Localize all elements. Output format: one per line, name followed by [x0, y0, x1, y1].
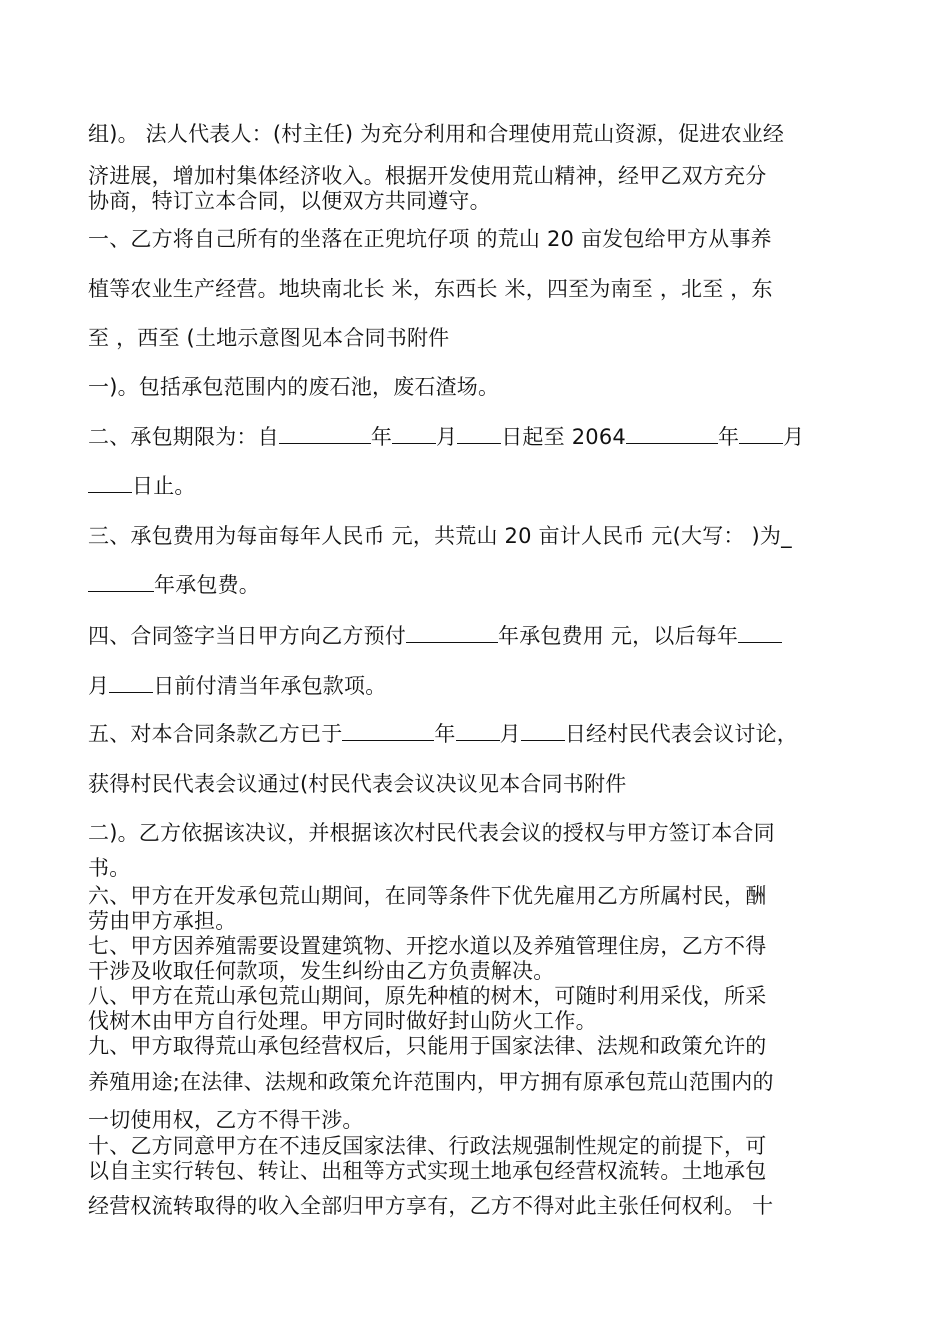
- text-run: 月: [783, 425, 805, 449]
- text-line: [88, 958, 878, 984]
- text-line: [88, 473, 878, 499]
- text-run: 六、甲方在开发承包荒山期间，在同等条件下优先雇用乙方所属村民，酬: [88, 884, 767, 908]
- fill-blank: [456, 722, 500, 741]
- text-run: 一、乙方将自己所有的坐落在正兜坑仔项 的荒山 20 亩发包给甲方从事养: [88, 227, 772, 251]
- text-line: [88, 933, 878, 959]
- fill-blank: [342, 722, 434, 741]
- fill-blank: [279, 425, 371, 444]
- text-line: [88, 424, 878, 450]
- text-run: 年: [370, 425, 393, 449]
- text-run: 八、甲方在荒山承包荒山期间，原先种植的树木，可随时利用采伐，所采: [88, 984, 767, 1008]
- text-run: 获得村民代表会议通过(村民代表会议决议见本合同书附件: [88, 772, 627, 796]
- text-run: 干涉及收取任何款项，发生纠纷由乙方负责解决。: [88, 959, 555, 983]
- text-run: 三、承包费用为每亩每年人民币 元，共荒山 20 亩计人民币 元(大写： )为_: [88, 524, 792, 548]
- text-run: 七、甲方因养殖需要设置建筑物、开挖水道以及养殖管理住房，乙方不得: [88, 934, 767, 958]
- text-run: 月: [88, 674, 110, 698]
- text-run: 书。: [88, 856, 131, 880]
- text-run: 年: [434, 722, 456, 746]
- text-run: 年: [717, 425, 740, 449]
- text-line: [88, 1193, 878, 1219]
- text-run: 协商，特订立本合同，以便双方共同遵守。: [88, 189, 491, 213]
- fill-blank: [457, 425, 501, 444]
- text-run: 二)。乙方依据该决议，并根据该次村民代表会议的授权与甲方签订本合同: [88, 821, 775, 845]
- text-run: 养殖用途;在法律、法规和政策允许范围内，甲方拥有原承包荒山范围内的: [88, 1070, 774, 1094]
- text-run: 日止。: [132, 474, 196, 498]
- text-line: [88, 276, 878, 302]
- text-line: [88, 121, 878, 147]
- text-run: 经营权流转取得的收入全部归甲方享有，乙方不得对此主张任何权利。 十: [88, 1194, 774, 1218]
- text-line: [88, 226, 878, 252]
- fill-blank: [521, 722, 565, 741]
- text-run: 劳由甲方承担。: [88, 909, 237, 933]
- text-run: 十、乙方同意甲方在不违反国家法律、行政法规强制性规定的前提下，可: [88, 1134, 767, 1158]
- text-line: [88, 883, 878, 909]
- text-line: [88, 623, 878, 649]
- fill-blank: [626, 425, 718, 444]
- text-run: 四、合同签字当日甲方向乙方预付: [88, 624, 406, 648]
- text-run: 二、承包期限为：自: [88, 425, 279, 449]
- text-run: 至 ，西至 (土地示意图见本合同书附件: [88, 326, 450, 350]
- text-line: [88, 325, 878, 351]
- text-line: [88, 820, 878, 846]
- text-line: [88, 1033, 878, 1059]
- text-run: 日前付清当年承包款项。: [153, 674, 387, 698]
- text-line: [88, 983, 878, 1009]
- text-run: 一切使用权，乙方不得干涉。: [88, 1108, 364, 1132]
- text-line: [88, 523, 878, 549]
- text-line: [88, 1069, 878, 1095]
- text-line: [88, 673, 878, 699]
- fill-blank: [392, 425, 436, 444]
- text-line: [88, 188, 878, 214]
- text-run: 一)。包括承包范围内的废石池，废石渣场。: [88, 375, 500, 399]
- text-run: 植等农业生产经营。地块南北长 米，东西长 米，四至为南至 ，北至 ，东: [88, 277, 773, 301]
- text-line: [88, 572, 878, 598]
- text-line: [88, 771, 878, 797]
- fill-blank: [738, 624, 782, 643]
- text-line: [88, 855, 878, 881]
- text-line: [88, 1133, 878, 1159]
- text-run: 年承包费用 元，以后每年: [498, 624, 739, 648]
- fill-blank: [109, 674, 153, 693]
- text-run: 伐树木由甲方自行处理。甲方同时做好封山防火工作。: [88, 1009, 597, 1033]
- fill-blank: [88, 474, 132, 493]
- text-line: [88, 1008, 878, 1034]
- text-line: [88, 163, 878, 189]
- text-run: 日起至 2064: [501, 425, 626, 449]
- text-line: [88, 721, 878, 747]
- text-run: 日经村民代表会议讨论，: [564, 722, 799, 746]
- text-run: 组)。 法人代表人：(村主任) 为充分利用和合理使用荒山资源，促进农业经: [88, 122, 785, 146]
- text-run: 以自主实行转包、转让、出租等方式实现土地承包经营权流转。土地承包: [88, 1159, 767, 1183]
- fill-blank: [739, 425, 783, 444]
- text-run: 九、甲方取得荒山承包经营权后，只能用于国家法律、法规和政策允许的: [88, 1034, 767, 1058]
- text-run: 济进展，增加村集体经济收入。根据开发使用荒山精神，经甲乙双方充分: [88, 164, 767, 188]
- text-line: [88, 1107, 878, 1133]
- fill-blank: [406, 624, 498, 643]
- text-line: [88, 908, 878, 934]
- text-run: 月: [436, 425, 458, 449]
- text-line: [88, 374, 878, 400]
- text-run: 年承包费。: [154, 573, 260, 597]
- fill-blank: [88, 573, 154, 592]
- text-line: [88, 1158, 878, 1184]
- text-run: 五、对本合同条款乙方已于: [88, 722, 343, 746]
- text-run: 月: [499, 722, 521, 746]
